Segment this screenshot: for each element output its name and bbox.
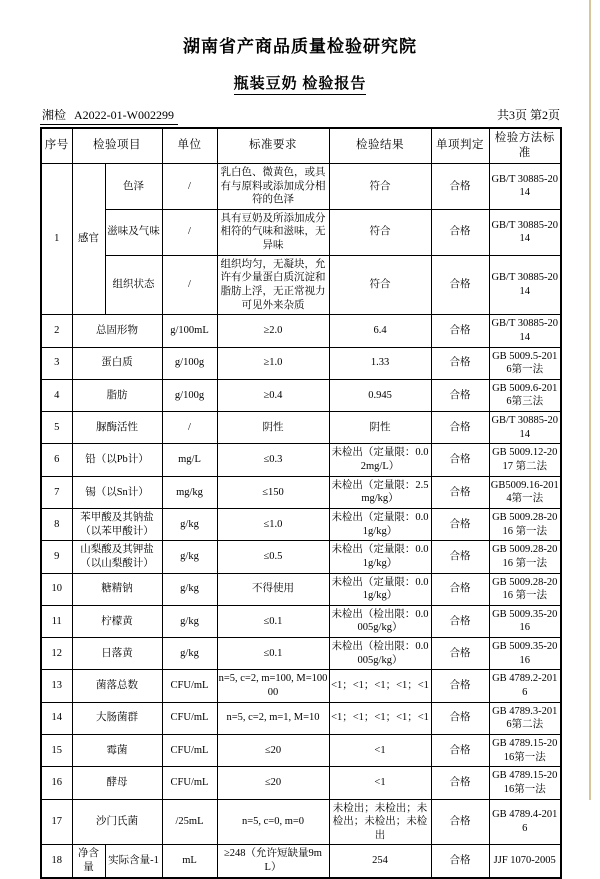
method-cell: JJF 1070-2005: [489, 845, 561, 878]
unit-cell: CFU/mL: [162, 734, 217, 766]
unit-cell: g/kg: [162, 573, 217, 605]
unit-cell: /25mL: [162, 799, 217, 845]
judgement-cell: 合格: [431, 163, 489, 209]
method-cell: GB 4789.15-2016第一法: [489, 767, 561, 799]
header-item: 检验项目: [72, 128, 162, 163]
table-row: [41, 315, 561, 347]
header-serial: 序号: [41, 128, 72, 163]
item-cell: 菌落总数: [72, 670, 162, 702]
standard-cell: ≥0.4: [217, 379, 329, 411]
unit-cell: /: [162, 412, 217, 444]
serial-cell: 5: [41, 412, 72, 444]
item-group-cell: 净含量: [72, 845, 105, 878]
result-cell: 未检出（检出限：0.0005g/kg）: [329, 605, 431, 637]
method-cell: GB/T 30885-2014: [489, 163, 561, 209]
result-cell: 1.33: [329, 347, 431, 379]
serial-cell: 2: [41, 315, 72, 347]
judgement-cell: 合格: [431, 702, 489, 734]
result-cell: <1；<1；<1；<1；<1: [329, 670, 431, 702]
item-cell: 日落黄: [72, 638, 162, 670]
report-number-label: 湘检: [42, 108, 67, 122]
item-cell: 大肠菌群: [72, 702, 162, 734]
unit-cell: /: [162, 255, 217, 315]
standard-cell: ≥2.0: [217, 315, 329, 347]
judgement-cell: 合格: [431, 734, 489, 766]
item-cell: 柠檬黄: [72, 605, 162, 637]
serial-cell: 4: [41, 379, 72, 411]
method-cell: GB/T 30885-2014: [489, 209, 561, 255]
method-cell: GB/T 30885-2014: [489, 412, 561, 444]
judgement-cell: 合格: [431, 605, 489, 637]
method-cell: GB/T 30885-2014: [489, 255, 561, 315]
standard-cell: ≥1.0: [217, 347, 329, 379]
item-sub-cell: 实际含量-1: [105, 845, 162, 878]
standard-cell: 组织均匀，无凝块，允许有少量蛋白质沉淀和脂肪上浮，无正常视力可见外来杂质: [217, 255, 329, 315]
judgement-cell: 合格: [431, 541, 489, 573]
unit-cell: g/100g: [162, 347, 217, 379]
table-row: [41, 845, 561, 878]
table-row: [41, 255, 561, 315]
judgement-cell: 合格: [431, 508, 489, 540]
unit-cell: /: [162, 209, 217, 255]
judgement-cell: 合格: [431, 799, 489, 845]
serial-cell: 10: [41, 573, 72, 605]
judgement-cell: 合格: [431, 845, 489, 878]
item-cell: 糖精钠: [72, 573, 162, 605]
unit-cell: mg/L: [162, 444, 217, 476]
unit-cell: g/kg: [162, 541, 217, 573]
table-row: [41, 573, 561, 605]
judgement-cell: 合格: [431, 315, 489, 347]
standard-cell: ≤0.1: [217, 638, 329, 670]
serial-cell: 6: [41, 444, 72, 476]
judgement-cell: 合格: [431, 638, 489, 670]
judgement-cell: 合格: [431, 412, 489, 444]
method-cell: GB 5009.28-2016 第一法: [489, 541, 561, 573]
serial-cell: 14: [41, 702, 72, 734]
standard-cell: ≤20: [217, 767, 329, 799]
item-cell: 苯甲酸及其钠盐（以苯甲酸计）: [72, 508, 162, 540]
method-cell: GB 4789.3-2016第二法: [489, 702, 561, 734]
inspection-table: [40, 127, 562, 879]
serial-cell: 16: [41, 767, 72, 799]
method-cell: GB 4789.2-2016: [489, 670, 561, 702]
item-cell: 锡（以Sn计）: [72, 476, 162, 508]
table-row: [41, 767, 561, 799]
item-cell: 总固形物: [72, 315, 162, 347]
standard-cell: 乳白色、微黄色，或具有与原料或添加成分相符的色泽: [217, 163, 329, 209]
result-cell: 阴性: [329, 412, 431, 444]
header-unit: 单位: [162, 128, 217, 163]
table-row: [41, 702, 561, 734]
result-cell: 0.945: [329, 379, 431, 411]
result-cell: 未检出（定量限：0.01g/kg）: [329, 508, 431, 540]
table-row: [41, 163, 561, 209]
judgement-cell: 合格: [431, 444, 489, 476]
judgement-cell: 合格: [431, 573, 489, 605]
page-indicator: 共3页 第2页: [496, 108, 560, 122]
meta-row: [40, 106, 560, 125]
method-cell: GB 5009.6-2016第三法: [489, 379, 561, 411]
table-row: [41, 670, 561, 702]
serial-cell: 8: [41, 508, 72, 540]
serial-cell: 9: [41, 541, 72, 573]
report-number-value: A2022-01-W002299: [74, 108, 174, 122]
table-row: [41, 799, 561, 845]
result-cell: <1；<1；<1；<1；<1: [329, 702, 431, 734]
method-cell: GB 5009.35-2016: [489, 638, 561, 670]
standard-cell: 不得使用: [217, 573, 329, 605]
result-cell: 符合: [329, 163, 431, 209]
item-sub-cell: 色泽: [105, 163, 162, 209]
judgement-cell: 合格: [431, 670, 489, 702]
item-cell: 霉菌: [72, 734, 162, 766]
page-title: 湖南省产商品质量检验研究院: [183, 37, 417, 56]
standard-cell: n=5, c=2, m=100, M=10000: [217, 670, 329, 702]
table-header-row: [41, 128, 561, 163]
item-cell: 铅（以Pb计）: [72, 444, 162, 476]
standard-cell: ≥248（允许短缺量9mL）: [217, 845, 329, 878]
item-sub-cell: 组织状态: [105, 255, 162, 315]
report-subtitle: 瓶装豆奶 检验报告: [234, 72, 367, 95]
table-row: [41, 605, 561, 637]
method-cell: GB/T 30885-2014: [489, 315, 561, 347]
header-method: 检验方法标准: [489, 128, 561, 163]
table-row: [41, 734, 561, 766]
method-cell: GB 5009.5-2016第一法: [489, 347, 561, 379]
unit-cell: g/kg: [162, 638, 217, 670]
table-row: [41, 476, 561, 508]
table-row: [41, 541, 561, 573]
result-cell: 未检出（定量限：0.01g/kg）: [329, 541, 431, 573]
serial-cell: 1: [41, 163, 72, 314]
unit-cell: mL: [162, 845, 217, 878]
standard-cell: ≤0.3: [217, 444, 329, 476]
table-row: [41, 379, 561, 411]
header-judgement: 单项判定: [431, 128, 489, 163]
header-standard: 标准要求: [217, 128, 329, 163]
method-cell: GB 4789.4-2016: [489, 799, 561, 845]
item-group-cell: 感官: [72, 163, 105, 314]
serial-cell: 13: [41, 670, 72, 702]
result-cell: 符合: [329, 255, 431, 315]
judgement-cell: 合格: [431, 255, 489, 315]
serial-cell: 11: [41, 605, 72, 637]
standard-cell: ≤0.5: [217, 541, 329, 573]
item-cell: 蛋白质: [72, 347, 162, 379]
standard-cell: n=5, c=2, m=1, M=10: [217, 702, 329, 734]
result-cell: 未检出（定量限：0.02mg/L）: [329, 444, 431, 476]
standard-cell: ≤1.0: [217, 508, 329, 540]
report-number: [40, 106, 178, 125]
unit-cell: CFU/mL: [162, 670, 217, 702]
table-row: [41, 508, 561, 540]
result-cell: 未检出（定量限：2.5mg/kg）: [329, 476, 431, 508]
item-cell: 脲酶活性: [72, 412, 162, 444]
item-sub-cell: 滋味及气味: [105, 209, 162, 255]
unit-cell: /: [162, 163, 217, 209]
unit-cell: g/100mL: [162, 315, 217, 347]
result-cell: 254: [329, 845, 431, 878]
table-row: [41, 209, 561, 255]
serial-cell: 3: [41, 347, 72, 379]
result-cell: 符合: [329, 209, 431, 255]
serial-cell: 17: [41, 799, 72, 845]
result-cell: 未检出（定量限：0.01g/kg）: [329, 573, 431, 605]
table-row: [41, 347, 561, 379]
serial-cell: 12: [41, 638, 72, 670]
unit-cell: g/100g: [162, 379, 217, 411]
standard-cell: ≤20: [217, 734, 329, 766]
item-cell: 酵母: [72, 767, 162, 799]
unit-cell: g/kg: [162, 605, 217, 637]
method-cell: GB 5009.28-2016 第一法: [489, 508, 561, 540]
report-content: [40, 0, 560, 879]
method-cell: GB 4789.15-2016第一法: [489, 734, 561, 766]
result-cell: <1: [329, 734, 431, 766]
result-cell: 未检出（检出限：0.0005g/kg）: [329, 638, 431, 670]
judgement-cell: 合格: [431, 209, 489, 255]
method-cell: GB 5009.28-2016 第一法: [489, 573, 561, 605]
unit-cell: g/kg: [162, 508, 217, 540]
method-cell: GB 5009.35-2016: [489, 605, 561, 637]
item-cell: 山梨酸及其钾盐（以山梨酸计）: [72, 541, 162, 573]
header-result: 检验结果: [329, 128, 431, 163]
table-row: [41, 412, 561, 444]
result-cell: 6.4: [329, 315, 431, 347]
item-cell: 沙门氏菌: [72, 799, 162, 845]
unit-cell: CFU/mL: [162, 767, 217, 799]
serial-cell: 18: [41, 845, 72, 878]
method-cell: GB 5009.12-2017 第二法: [489, 444, 561, 476]
standard-cell: n=5, c=0, m=0: [217, 799, 329, 845]
standard-cell: ≤0.1: [217, 605, 329, 637]
judgement-cell: 合格: [431, 379, 489, 411]
subtitle-wrap: [40, 72, 560, 95]
judgement-cell: 合格: [431, 347, 489, 379]
method-cell: GB5009.16-2014第一法: [489, 476, 561, 508]
table-row: [41, 444, 561, 476]
unit-cell: mg/kg: [162, 476, 217, 508]
standard-cell: ≤150: [217, 476, 329, 508]
table-row: [41, 638, 561, 670]
page-edge-strip: [589, 0, 591, 800]
judgement-cell: 合格: [431, 767, 489, 799]
result-cell: 未检出；未检出；未检出；未检出；未检出: [329, 799, 431, 845]
item-cell: 脂肪: [72, 379, 162, 411]
standard-cell: 阴性: [217, 412, 329, 444]
serial-cell: 7: [41, 476, 72, 508]
unit-cell: CFU/mL: [162, 702, 217, 734]
result-cell: <1: [329, 767, 431, 799]
standard-cell: 具有豆奶及所添加成分相符的气味和滋味，无异味: [217, 209, 329, 255]
judgement-cell: 合格: [431, 476, 489, 508]
serial-cell: 15: [41, 734, 72, 766]
